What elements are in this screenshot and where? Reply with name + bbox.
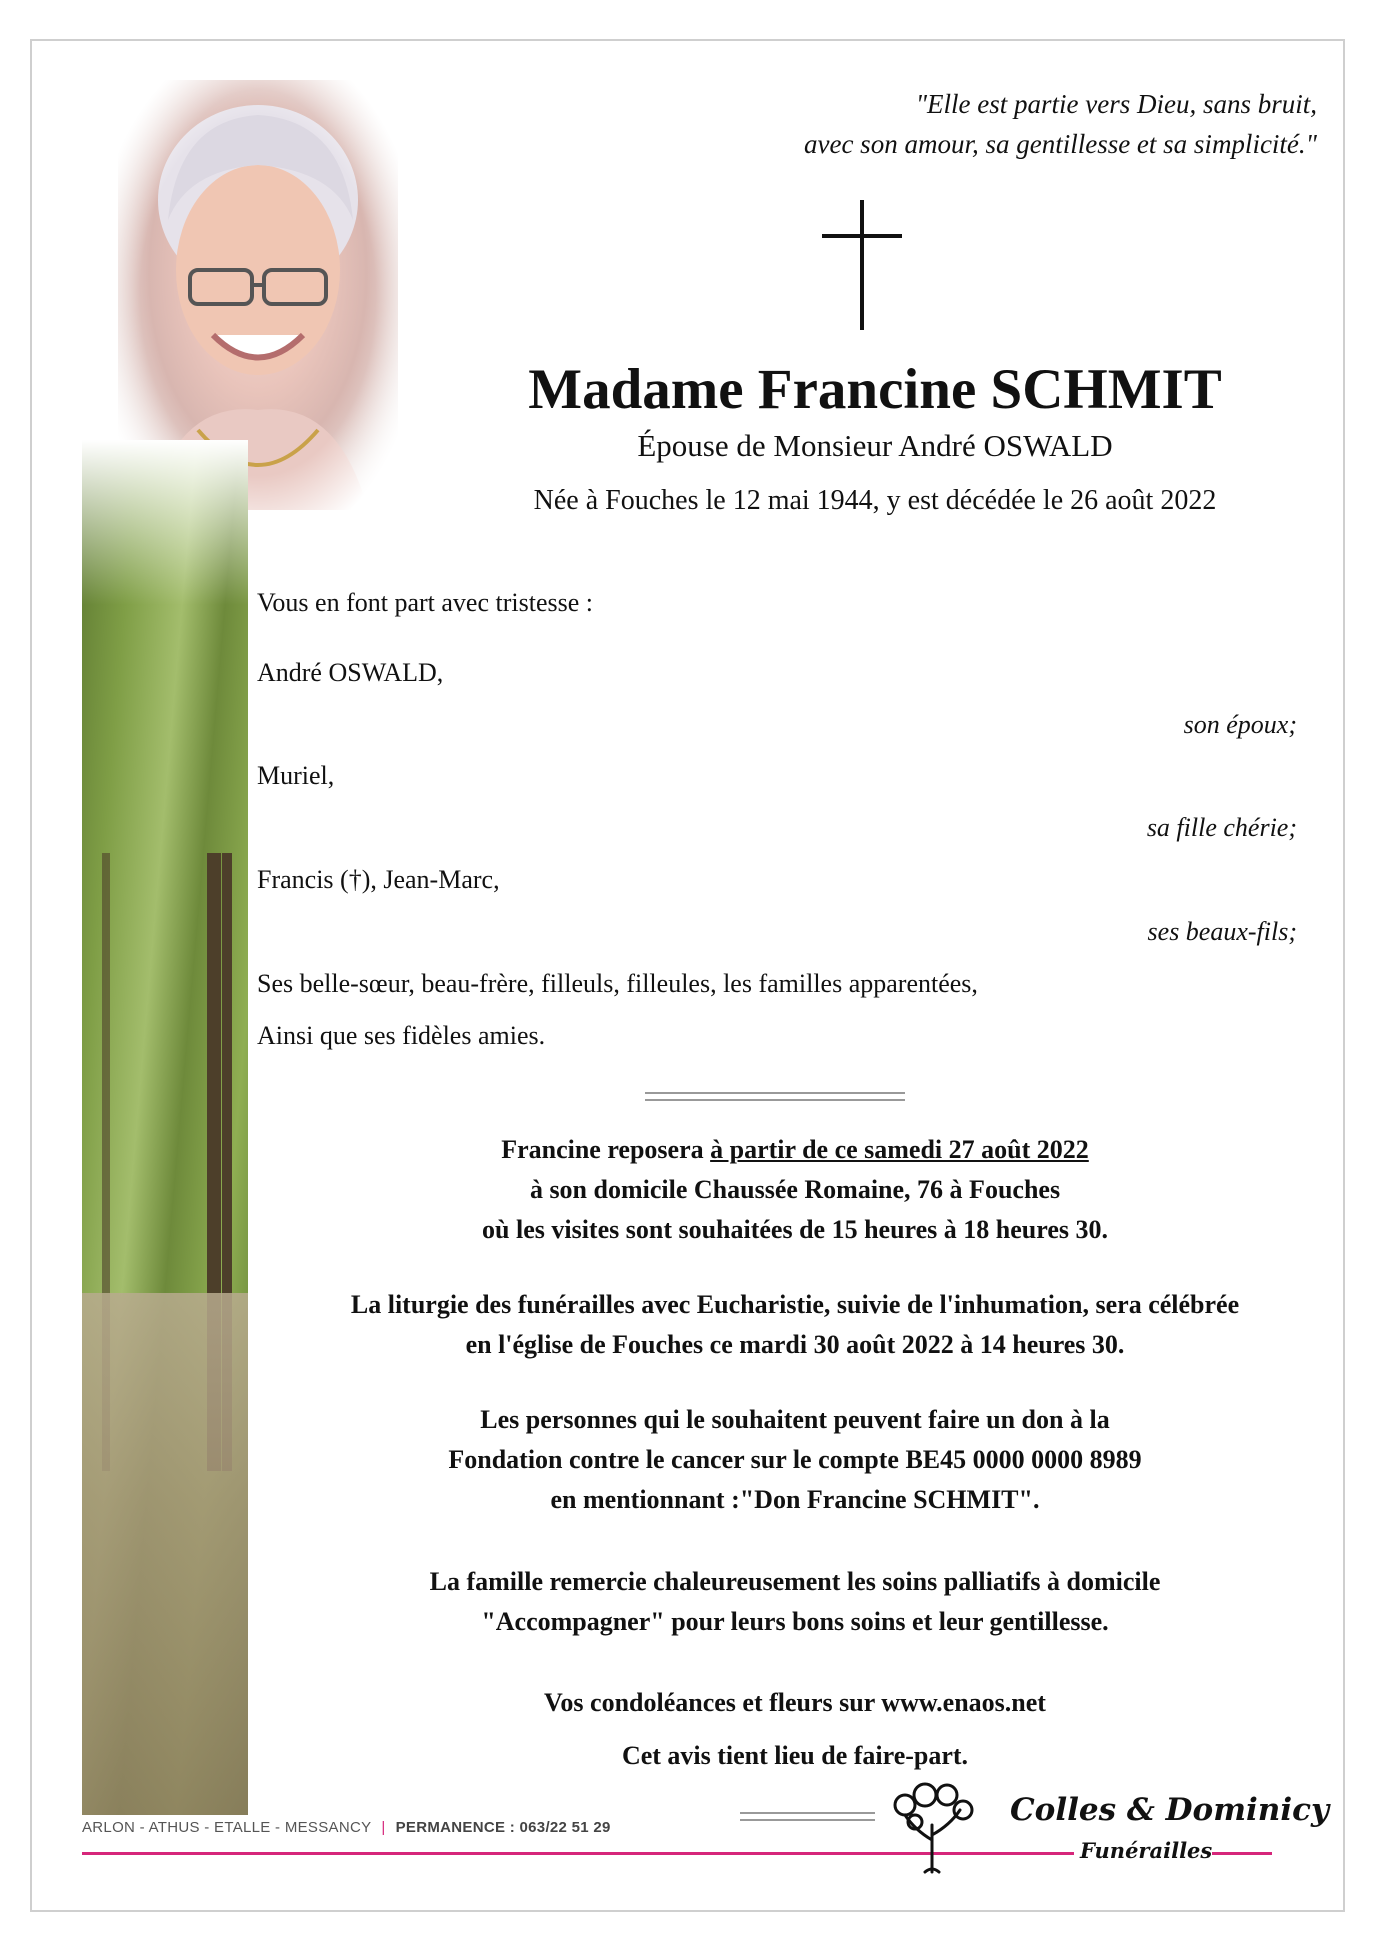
company-name: Colles & Dominicy bbox=[1010, 1792, 1329, 1828]
donation-block bbox=[250, 1400, 1340, 1520]
epitaph-quote bbox=[517, 84, 1317, 164]
funeral-line-1: La liturgie des funérailles avec Eucharistie, suivie de l'inhumation, sera célébrée bbox=[350, 1290, 1240, 1319]
donation-line-2: Fondation contre le cancer sur le compte BE45 0000 0000 8989 bbox=[448, 1445, 1142, 1474]
section-divider bbox=[645, 1092, 905, 1101]
cross-icon bbox=[822, 200, 902, 330]
visitation-line-3: où les visites sont souhaitées de 15 heures à 18 heures 30. bbox=[482, 1215, 1108, 1244]
family-member-name: Muriel, bbox=[257, 761, 335, 790]
family-member-role: ses beaux-fils; bbox=[1147, 917, 1297, 946]
visitation-block bbox=[250, 1130, 1340, 1250]
family-member-role: sa fille chérie; bbox=[1146, 813, 1297, 842]
family-member-name: Francis (†), Jean-Marc, bbox=[257, 865, 500, 894]
family-member-role: son époux; bbox=[1183, 710, 1297, 739]
forest-path bbox=[82, 1293, 248, 1816]
funeral-block bbox=[250, 1285, 1340, 1365]
quote-line-1: "Elle est partie vers Dieu, sans bruit, bbox=[915, 89, 1317, 119]
forest-path-image bbox=[82, 440, 248, 1815]
logo-accent-left bbox=[1010, 1852, 1072, 1855]
footer-contact bbox=[82, 1819, 611, 1836]
quote-line-2: avec son amour, sa gentillesse et sa simplicité." bbox=[803, 129, 1317, 159]
thanks-line-2: "Accompagner" pour leurs bons soins et leur gentillesse. bbox=[481, 1607, 1109, 1636]
visitation-line-2: à son domicile Chaussée Romaine, 76 à Fouches bbox=[529, 1175, 1061, 1204]
birth-death-line: Née à Fouches le 12 mai 1944, y est décédée le 26 août 2022 bbox=[533, 485, 1217, 516]
logo-divider bbox=[740, 1812, 875, 1821]
company-subtitle: Funérailles bbox=[1080, 1838, 1213, 1863]
tree-icon bbox=[885, 1780, 980, 1875]
condolences-line: Vos condoléances et fleurs sur www.enaos.net bbox=[544, 1688, 1046, 1717]
family-friends: Ainsi que ses fidèles amies. bbox=[257, 1021, 546, 1050]
family-others: Ses belle-sœur, beau-frère, filleuls, filleules, les familles apparentées, bbox=[257, 969, 978, 998]
spouse-line: Épouse de Monsieur André OSWALD bbox=[637, 428, 1113, 463]
funeral-line-2: en l'église de Fouches ce mardi 30 août 2022 à 14 heures 30. bbox=[465, 1330, 1125, 1359]
footer-permanence: PERMANENCE : 063/22 51 29 bbox=[395, 1819, 611, 1836]
logo-accent-right bbox=[1212, 1852, 1272, 1855]
thanks-block bbox=[250, 1562, 1340, 1642]
donation-line-1: Les personnes qui le souhaitent peuvent faire un don à la bbox=[480, 1405, 1110, 1434]
visitation-date: à partir de ce samedi 27 août 2022 bbox=[710, 1135, 1089, 1164]
footer-separator: | bbox=[381, 1819, 386, 1836]
donation-line-3: en mentionnant :"Don Francine SCHMIT". bbox=[550, 1485, 1040, 1514]
notice-line: Cet avis tient lieu de faire-part. bbox=[621, 1741, 969, 1770]
footer-locations: ARLON - ATHUS - ETALLE - MESSANCY bbox=[82, 1819, 372, 1836]
visitation-line-1 bbox=[250, 1130, 1340, 1170]
family-intro: Vous en font part avec tristesse : bbox=[257, 588, 593, 617]
deceased-name: Madame Francine SCHMIT bbox=[528, 358, 1222, 421]
family-member-name: André OSWALD, bbox=[257, 658, 444, 687]
visitation-line-1-text: Francine reposera bbox=[501, 1135, 711, 1164]
thanks-line-1: La famille remercie chaleureusement les soins palliatifs à domicile bbox=[429, 1567, 1161, 1596]
